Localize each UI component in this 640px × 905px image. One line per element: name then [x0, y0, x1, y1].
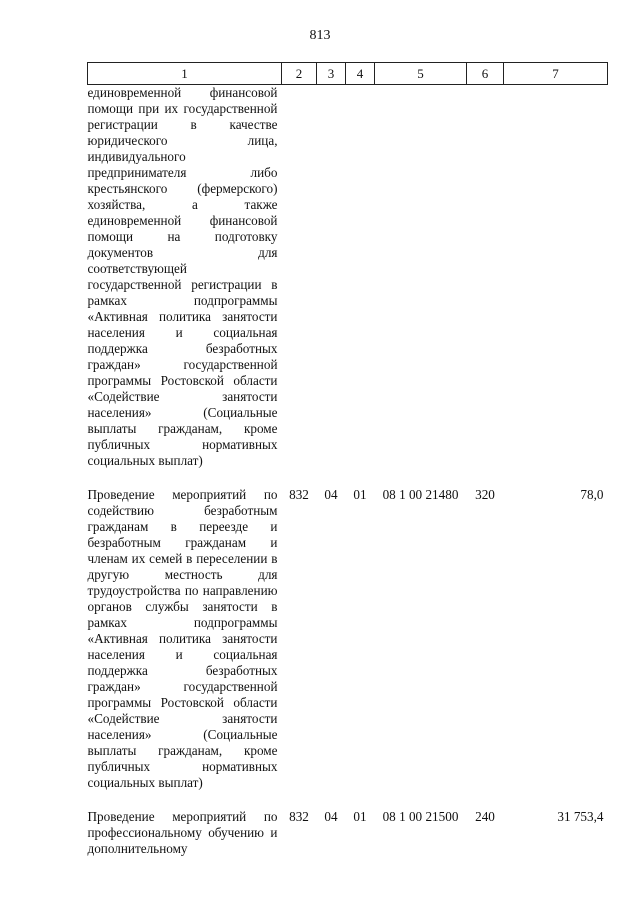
- row-amount: 78,0: [580, 487, 604, 502]
- row-spacer: [88, 469, 608, 487]
- column-header-7: 7: [504, 63, 608, 85]
- row-target-article: 08 1 00 21480: [382, 487, 459, 502]
- table-row: [88, 809, 608, 857]
- table-row: [88, 85, 608, 470]
- row-expense-type: 320: [475, 487, 495, 502]
- column-header-2: 2: [282, 63, 317, 85]
- row-expense-type: [467, 85, 504, 470]
- table-header-row: [88, 63, 608, 85]
- row-name: Проведение мероприятий по содействию безработным гражданам в переезде и безработным гражданам и членам их семей в переселении в другую местность для трудоустройства по направлению органов службы занятости в рамках подпрограммы «Активная политика занятости населения и социальная поддержка безработных граждан» государственной программы Ростовской области «Содействие занятости населения» (Социальные выплаты гражданам, кроме публичных нормативных социальных выплат): [87, 487, 278, 790]
- row-subsection: 01: [353, 809, 367, 824]
- row-section: 04: [324, 809, 338, 824]
- column-header-3: 3: [317, 63, 346, 85]
- row-subsection: [346, 85, 375, 470]
- row-amount: [504, 85, 608, 470]
- row-subsection: 01: [353, 487, 367, 502]
- row-expense-type: 240: [475, 809, 495, 824]
- row-ministry-code: 832: [289, 487, 309, 502]
- budget-table: [87, 62, 608, 857]
- row-amount: 31 753,4: [557, 809, 604, 824]
- row-name: Проведение мероприятий по профессиональному обучению и дополнительному: [87, 809, 278, 856]
- column-header-1: 1: [88, 63, 282, 85]
- row-name: единовременной финансовой помощи при их государственной регистрации в качестве юридического лица, индивидуального предпринимателя либо крестьянского (фермерского) хозяйства, а также единовременной финансовой помощи на подготовку документов для соответствующей государственной регистрации в рамках подпрограммы «Активная политика занятости населения и социальная поддержка безработных граждан» государственной программы Ростовской области «Содействие занятости населения» (Социальные выплаты гражданам, кроме публичных нормативных социальных выплат): [87, 85, 278, 468]
- page-number: 813: [309, 28, 331, 43]
- row-ministry-code: [282, 85, 317, 470]
- table-row: [88, 487, 608, 791]
- row-section: 04: [324, 487, 338, 502]
- row-target-article: [375, 85, 467, 470]
- row-spacer: [88, 791, 608, 809]
- row-section: [317, 85, 346, 470]
- column-header-5: 5: [375, 63, 467, 85]
- row-target-article: 08 1 00 21500: [382, 809, 459, 824]
- row-ministry-code: 832: [289, 809, 309, 824]
- column-header-4: 4: [346, 63, 375, 85]
- column-header-6: 6: [467, 63, 504, 85]
